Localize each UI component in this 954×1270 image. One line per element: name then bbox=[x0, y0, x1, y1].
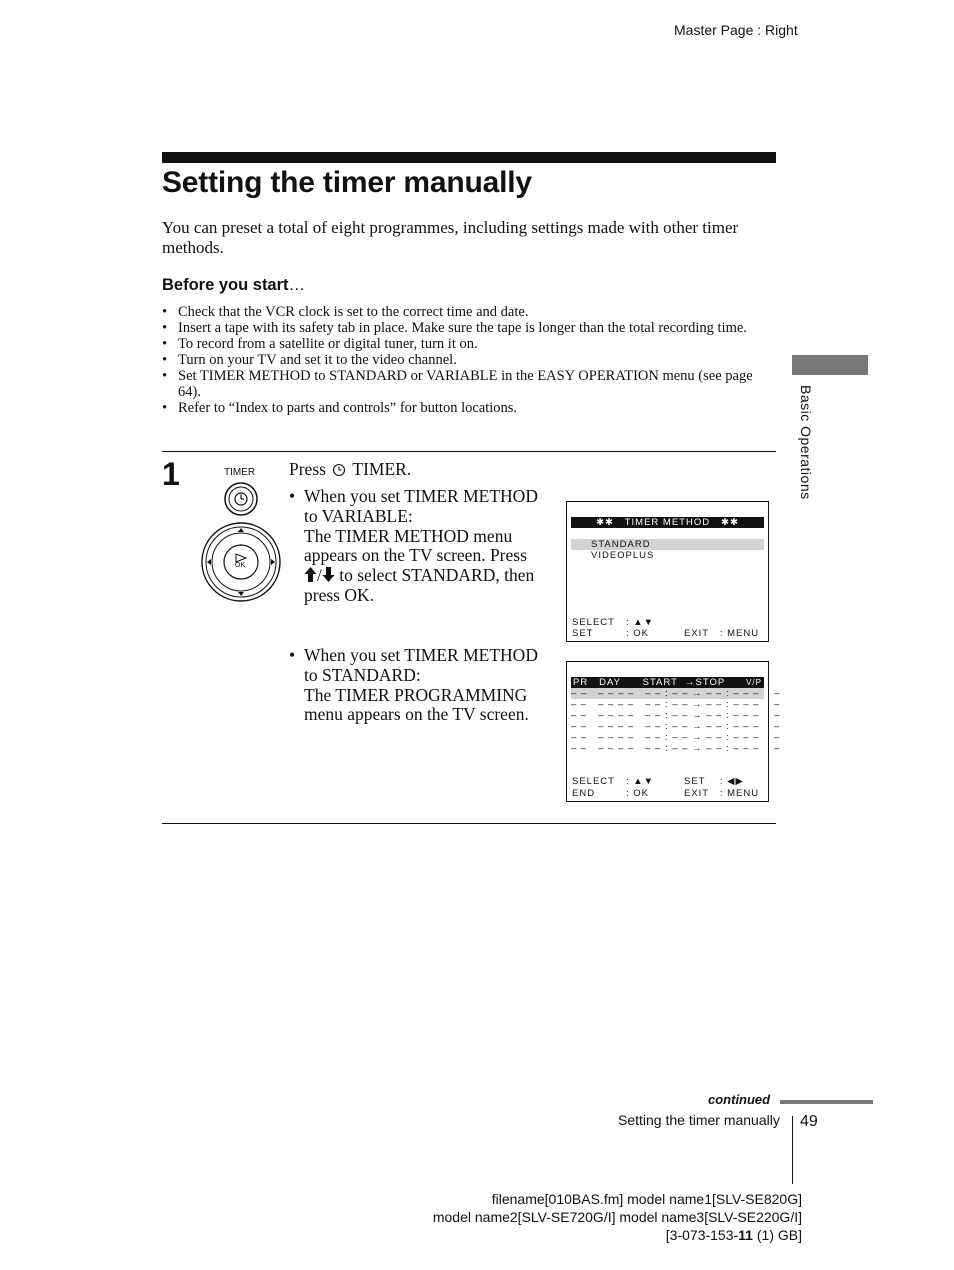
list-item: • Check that the VCR clock is set to the correct time and date. bbox=[162, 304, 777, 320]
step-number: 1 bbox=[162, 456, 180, 492]
variable-line: press OK. bbox=[304, 584, 374, 605]
screen1-set-label: SET bbox=[572, 628, 594, 639]
page-title: Setting the timer manually bbox=[162, 166, 532, 199]
master-page-label: Master Page : Right bbox=[674, 22, 798, 38]
step-bottom-rule bbox=[162, 823, 776, 824]
section-tab-marker bbox=[792, 355, 868, 375]
standard-line: to STANDARD: bbox=[304, 664, 421, 685]
before-you-start-heading bbox=[162, 276, 305, 295]
screen2-end-label: END bbox=[572, 788, 596, 799]
footer-section-name: Setting the timer manually bbox=[618, 1112, 780, 1128]
list-item: • Refer to “Index to parts and controls” for button locations. bbox=[162, 400, 777, 416]
file-info-footer bbox=[433, 1190, 802, 1244]
press-suffix: TIMER. bbox=[352, 459, 412, 479]
screen2-row: – – – – – – – – : – – → – – : – – – – bbox=[571, 743, 781, 754]
screen2-row: – – – – – – – – : – – → – – : – – – – bbox=[571, 699, 781, 710]
press-timer-line bbox=[289, 460, 411, 480]
bullet-dot: • bbox=[289, 645, 296, 665]
file-info-line: filename[010BAS.fm] model name1[SLV-SE820G] bbox=[491, 1191, 802, 1207]
down-arrow-icon bbox=[322, 566, 335, 583]
list-item: • To record from a satellite or digital tuner, turn it on. bbox=[162, 336, 777, 352]
screen2-select-keys: : ▲▼ bbox=[626, 776, 655, 787]
screen2-row: – – – – – – – – : – – → – – : – – – – bbox=[571, 721, 781, 732]
continued-label: continued bbox=[708, 1092, 771, 1107]
variable-line-text: to select STANDARD, then bbox=[339, 565, 535, 586]
standard-instruction bbox=[304, 646, 564, 725]
screen2-row: – – – – – – – – : – – → – – : – – – – bbox=[571, 710, 781, 721]
screen2-header-columns: PR DAY START →STOP bbox=[573, 677, 726, 688]
screen2-header-vp: V/P bbox=[746, 678, 762, 687]
screen1-option-videoplus: VIDEOPLUS bbox=[591, 550, 655, 561]
list-item: • Turn on your TV and set it to the video channel. bbox=[162, 352, 777, 368]
list-item: • Set TIMER METHOD to STANDARD or VARIABLE in the EASY OPERATION menu (see page 64). bbox=[162, 368, 777, 400]
variable-line: appears on the TV screen. Press bbox=[304, 545, 527, 566]
screen2-header-bar bbox=[571, 677, 764, 688]
footer-divider bbox=[792, 1116, 793, 1184]
continued-bar bbox=[780, 1100, 873, 1104]
before-list bbox=[162, 304, 777, 416]
screen1-option-standard: STANDARD bbox=[571, 539, 764, 550]
up-arrow-icon bbox=[304, 566, 317, 583]
file-info-line: model name2[SLV-SE720G/I] model name3[SLV-SE220G/I] bbox=[432, 1209, 802, 1225]
before-heading-text: Before you start bbox=[162, 276, 289, 294]
timer-method-screen bbox=[566, 501, 769, 642]
standard-line: The TIMER PROGRAMMING bbox=[304, 684, 528, 705]
screen1-select-keys: : ▲▼ bbox=[626, 617, 655, 628]
page-number: 49 bbox=[800, 1113, 818, 1130]
step-top-rule bbox=[162, 451, 776, 452]
before-heading-ellipsis: … bbox=[288, 276, 306, 294]
title-bar bbox=[162, 152, 776, 163]
standard-line: menu appears on the TV screen. bbox=[304, 704, 529, 725]
screen2-row: – – – – – – – – : – – → – – : – – – – bbox=[571, 732, 781, 743]
screen2-end-key: : OK bbox=[626, 788, 650, 799]
screen2-exit: EXIT : MENU bbox=[684, 788, 760, 799]
variable-line: When you set TIMER METHOD bbox=[304, 486, 538, 506]
ok-label: OK bbox=[235, 562, 246, 569]
screen1-exit: EXIT : MENU bbox=[684, 628, 760, 639]
screen1-select-label: SELECT bbox=[572, 617, 615, 628]
list-item: • Insert a tape with its safety tab in place. Make sure the tape is longer than the total recording time. bbox=[162, 320, 777, 336]
variable-instruction bbox=[304, 487, 564, 606]
file-info-line bbox=[433, 1226, 802, 1244]
file-code-a: [3-073-153- bbox=[665, 1227, 739, 1243]
screen1-set-key: : OK bbox=[626, 628, 650, 639]
section-tab-label: Basic Operations bbox=[798, 385, 814, 500]
timer-button-label: TIMER bbox=[224, 467, 256, 478]
variable-line: to VARIABLE: bbox=[304, 505, 413, 526]
bullet-dot: • bbox=[289, 486, 296, 506]
standard-line: When you set TIMER METHOD bbox=[304, 645, 538, 665]
clock-icon bbox=[332, 463, 346, 477]
intro-paragraph: You can preset a total of eight programmes, including settings made with other timer methods. bbox=[162, 218, 739, 257]
screen2-select-label: SELECT bbox=[572, 776, 615, 787]
file-code-c: (1) GB] bbox=[752, 1227, 802, 1243]
screen2-row: – – – – – – – – : – – → – – : – – – – bbox=[571, 688, 781, 699]
screen2-set-keys: SET : ◀▶ bbox=[684, 776, 744, 787]
variable-line: The TIMER METHOD menu bbox=[304, 525, 513, 546]
timer-programming-screen bbox=[566, 661, 781, 802]
screen1-title: ✱✱ TIMER METHOD ✱✱ bbox=[571, 517, 764, 528]
press-prefix: Press bbox=[289, 459, 326, 479]
variable-line: / to select STANDARD, then bbox=[304, 566, 564, 586]
file-code-b: 11 bbox=[738, 1227, 753, 1243]
timer-button-icon bbox=[223, 481, 259, 517]
